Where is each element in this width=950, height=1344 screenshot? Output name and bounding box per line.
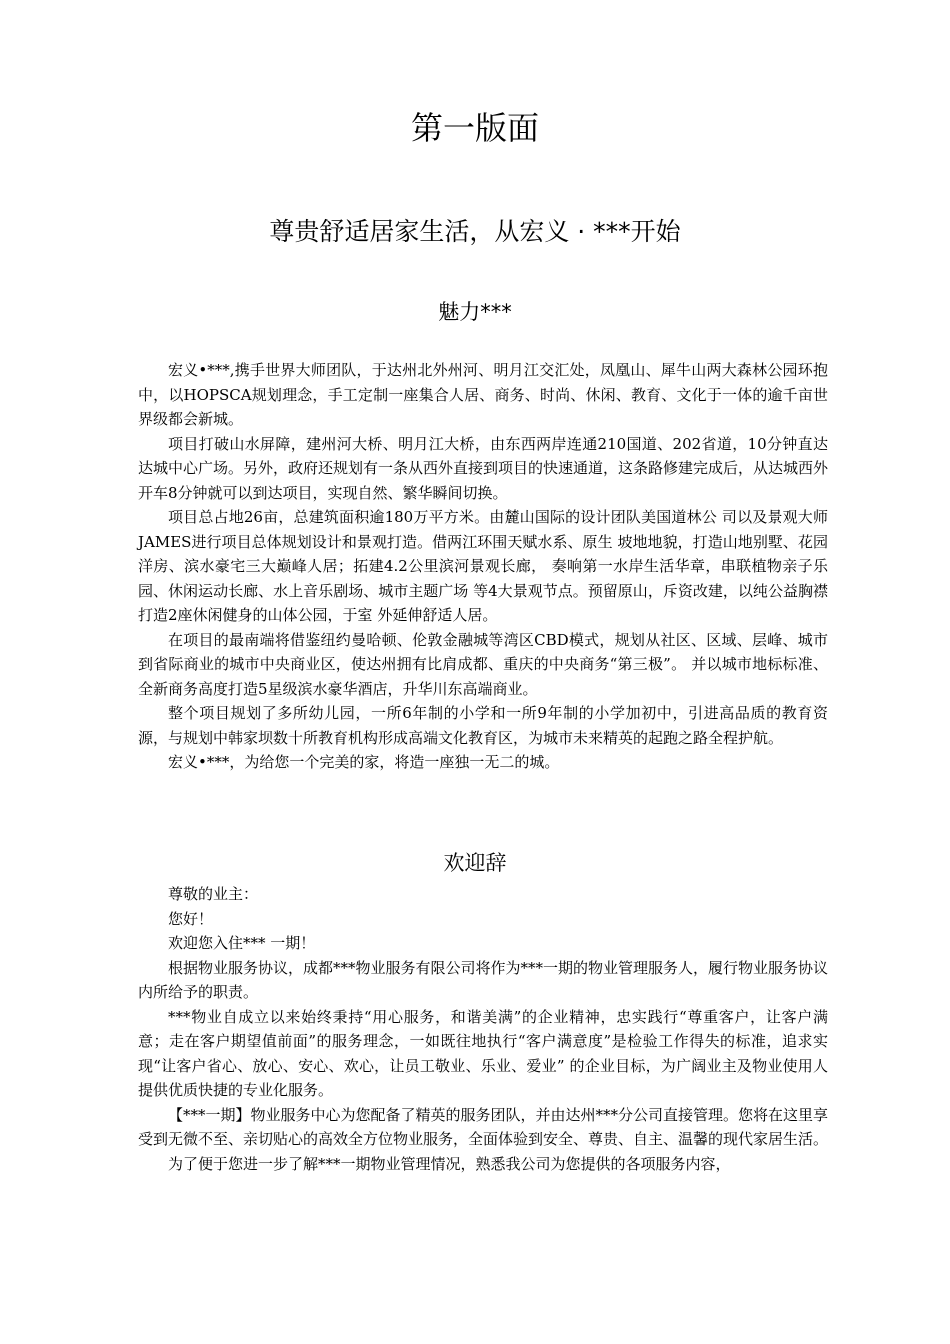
- paragraph: 项目总占地26亩，总建筑面积逾180万平方米。由麓山国际的设计团队美国道林公 司以及景观大师JAMES进行项目总体规划设计和景观打造。借两江环围天赋水系、原生 坡地地貌，打造山地别墅、花园洋房、滨水豪宅三大巅峰人居；拓建4.2公里滨河景观长廊， 奏响第一水岸生活华章，串联植物亲子乐园、休闲运动长廊、水上音乐剧场、城市主题广场 等4大景观节点。预留原山，斥资改建，以纯公益胸襟打造2座休闲健身的山体公园，于室 外延伸舒适人居。: [138, 508, 828, 624]
- paragraph: 整个项目规划了多所幼儿园，一所6年制的小学和一所9年制的小学加初中，引进高品质的教育资源，与规划中韩家坝数十所教育机构形成高端文化教育区，为城市未来精英的起跑之路全程护航。: [138, 704, 828, 747]
- paragraph: 项目打破山水屏障，建州河大桥、明月江大桥，由东西两岸连通210国道、202省道，10分钟直达达城中心广场。另外，政府还规划有一条从西外直接到项目的快速通道，这条路修建完成后，从达城西外开车8分钟就可以到达项目，实现自然、繁华瞬间切换。: [138, 434, 829, 502]
- paragraph: 【***一期】物业服务中心为您配备了精英的服务团队，并由达州***分公司直接管理。您将在这里享受到无微不至、亲切贴心的高效全方位物业服务，全面体验到安全、尊贵、自主、温馨的现代家居生活。: [138, 1105, 829, 1148]
- page-subtitle: 尊贵舒适居家生活，从宏义 · ***开始: [269, 217, 681, 246]
- salutation: 尊敬的业主：: [168, 885, 259, 903]
- paragraph: ***物业自成立以来始终秉持“用心服务，和谐美满”的企业精神，忠实践行“尊重客户，让客户满意；走在客户期望值前面”的服务理念，一如既往地执行“客户满意度”是检验工作得失的标准，追求实现“让客户省心、放心、安心、欢心，让员工敬业、乐业、爱业” 的企业目标，为广阔业主及物业使用人提供优质快捷的专业化服务。: [138, 1007, 828, 1099]
- paragraph: 宏义•***，为给您一个完美的家，将造一座独一无二的城。: [168, 753, 560, 771]
- paragraph: 宏义•***,携手世界大师团队，于达州北外州河、明月江交汇处，凤凰山、犀牛山两大森林公园环抱中，以HOPSCA规划理念，手工定制一座集合人居、商务、时尚、休闲、教育、文化于一体的逾千亩世界级都会新城。: [138, 361, 828, 428]
- paragraph: 根据物业服务协议，成都***物业服务有限公司将作为***一期的物业管理服务人，履行物业服务协议内所给予的职责。: [138, 958, 829, 1001]
- paragraph: 为了便于您进一步了解***一期物业管理情况，熟悉我公司为您提供的各项服务内容，: [168, 1154, 731, 1173]
- section-body-charm: [138, 358, 828, 775]
- section-heading-welcome: 欢迎辞: [443, 851, 507, 875]
- section-heading-charm: 魅力***: [438, 300, 512, 324]
- page-title: 第一版面: [410, 109, 539, 147]
- paragraph: 在项目的最南端将借鉴纽约曼哈顿、伦敦金融城等湾区CBD模式，规划从社区、区域、层峰、城市到省际商业的城市中央商业区，使达州拥有比肩成都、重庆的中央商务“第三极”。 并以城市地标标准、全新商务高度打造5星级滨水豪华酒店，升华川东高端商业。: [138, 630, 828, 698]
- paragraph: 欢迎您入住*** 一期！: [168, 934, 316, 952]
- section-body-welcome: [138, 882, 828, 1176]
- greeting: 您好！: [168, 909, 214, 928]
